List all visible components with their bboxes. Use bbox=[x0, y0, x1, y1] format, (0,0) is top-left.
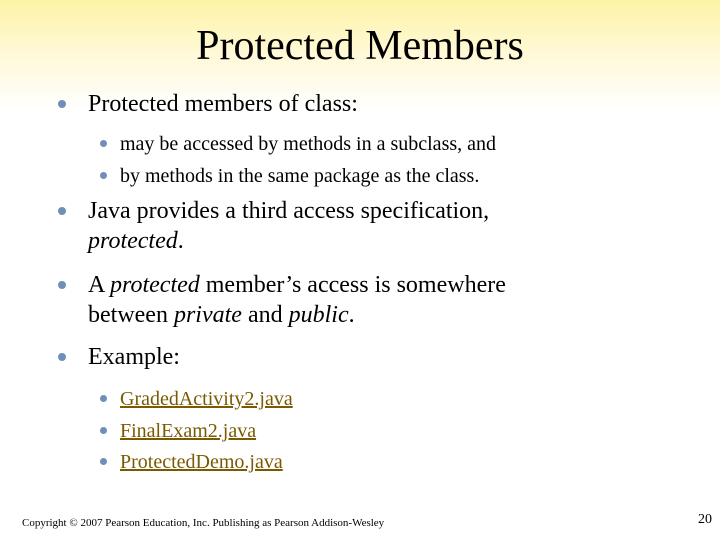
bullet-dot-icon bbox=[100, 395, 107, 402]
punctuation: . bbox=[348, 302, 355, 328]
link-protecteddemo-java[interactable]: ProtectedDemo.java bbox=[120, 451, 283, 473]
bullet-dot-icon bbox=[58, 353, 66, 361]
bullet-dot-icon bbox=[58, 100, 66, 108]
bullet-protected-members bbox=[58, 89, 358, 119]
copyright-footer: Copyright © 2007 Pearson Education, Inc. Publishing as Pearson Addison-Wesley bbox=[22, 517, 385, 529]
sub-bullet-package bbox=[100, 162, 479, 190]
text-segment: member’s access is somewhere bbox=[199, 272, 506, 298]
bullet-continuation bbox=[88, 300, 355, 330]
bullet-continuation bbox=[88, 226, 184, 256]
punctuation: . bbox=[177, 228, 184, 254]
bullet-text: Java provides a third access specification, bbox=[88, 198, 490, 224]
sub-bullet-link-protecteddemo bbox=[100, 448, 283, 476]
sub-bullet-text: by methods in the same package as the class. bbox=[120, 165, 480, 187]
keyword-public: public bbox=[288, 302, 349, 328]
slide-title: Protected Members bbox=[196, 23, 524, 69]
text-segment: A bbox=[88, 272, 111, 298]
sub-bullet-subclass bbox=[100, 130, 496, 158]
keyword-protected: protected bbox=[110, 272, 200, 298]
bullet-example bbox=[58, 342, 180, 372]
bullet-dot-icon bbox=[100, 172, 107, 179]
bullet-access-specification bbox=[58, 196, 489, 226]
keyword-private: private bbox=[173, 302, 242, 328]
bullet-dot-icon bbox=[58, 207, 66, 215]
bullet-protected-access bbox=[58, 270, 506, 300]
bullet-text: Protected members of class: bbox=[88, 91, 358, 117]
sub-bullet-text: may be accessed by methods in a subclass, and bbox=[120, 133, 497, 155]
page-number: 20 bbox=[698, 512, 712, 527]
bullet-dot-icon bbox=[100, 458, 107, 465]
sub-bullet-link-gradedactivity2 bbox=[100, 385, 293, 413]
bullet-dot-icon bbox=[100, 427, 107, 434]
bullet-text: Example: bbox=[88, 344, 180, 370]
text-segment: and bbox=[241, 302, 289, 328]
link-gradedactivity2-java[interactable]: GradedActivity2.java bbox=[120, 388, 293, 410]
bullet-dot-icon bbox=[100, 140, 107, 147]
sub-bullet-link-finalexam2 bbox=[100, 417, 256, 445]
bullet-dot-icon bbox=[58, 281, 66, 289]
link-finalexam2-java[interactable]: FinalExam2.java bbox=[120, 420, 257, 442]
keyword-protected: protected bbox=[88, 228, 178, 254]
text-segment: between bbox=[88, 302, 174, 328]
